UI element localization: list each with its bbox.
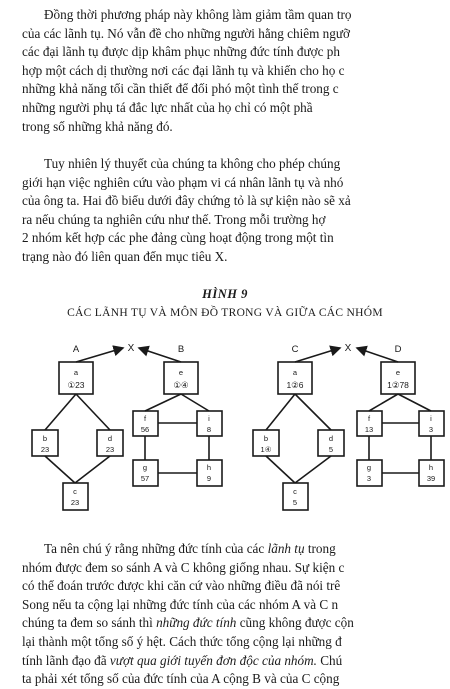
- italic-text: những đức tính: [156, 615, 237, 631]
- text-line: [22, 559, 442, 578]
- text-line: [22, 614, 442, 633]
- text-run: ta phải xét tổng số của đức tính của A cộng B và của C cộng: [22, 671, 340, 687]
- node-name: h: [428, 463, 434, 472]
- text-line: của ông ta. Hai đồ biểu dưới đây chứng tỏ là sự kiện nào sẽ xả: [22, 193, 351, 209]
- text-run: Chú: [316, 652, 343, 668]
- node-name: e: [395, 368, 401, 377]
- text-line: [22, 652, 442, 671]
- node-value: ①④: [173, 380, 189, 390]
- node-value: ①23: [67, 380, 85, 390]
- text-line: [22, 670, 442, 689]
- text-line: Đồng thời phương pháp này không làm giảm tầm quan trọ: [44, 7, 352, 22]
- text-line: [22, 577, 442, 596]
- node-value: 39: [426, 474, 436, 483]
- text-run: chúng ta đem so sánh thì: [22, 615, 157, 631]
- group-label: A: [72, 344, 80, 355]
- node-name: e: [178, 368, 184, 377]
- text-line: hợp một cách dị thường nơi các đại lãnh tụ và khiến cho họ c: [22, 62, 345, 78]
- text-line: trong số những khả năng đó.: [22, 118, 173, 134]
- node-name: g: [366, 463, 372, 472]
- node-value: 23: [105, 445, 115, 454]
- node-name: b: [263, 434, 269, 443]
- text-line: [22, 596, 442, 615]
- group-label: D: [394, 344, 402, 355]
- paragraph-2: [22, 155, 442, 267]
- text-run: lại thành một tổng số ý hệt. Cách thức tổng cộng lại những đ: [22, 633, 342, 649]
- node-name: d: [107, 434, 113, 443]
- node-value: 1②6: [286, 380, 304, 390]
- text-run: có thể đoán trước được khi căn cứ vào những điều đã nói trê: [22, 578, 341, 594]
- node-value: 1④: [260, 445, 272, 454]
- node-name: i: [208, 414, 210, 423]
- figure-title: CÁC LÃNH TỤ VÀ MÔN ĐỒ TRONG VÀ GIỮA CÁC NHÓM: [67, 307, 383, 319]
- target-x-label: X: [127, 343, 135, 354]
- node-name: f: [367, 414, 371, 423]
- node-name: h: [206, 463, 212, 472]
- node-value: 23: [40, 445, 50, 454]
- text-run: Song nếu ta cộng lại những đức tính của các nhóm A và C n: [22, 596, 339, 612]
- text-line: ra nếu chúng ta nghiên cứu như thế. Trong mỗi trường hợ: [22, 211, 326, 227]
- node-value: 5: [292, 498, 298, 507]
- text-line: trạng nào đó liên quan đến mục tiêu X.: [22, 248, 228, 264]
- node-value: 3: [366, 474, 372, 483]
- text-line: [22, 540, 442, 559]
- text-line: những khả năng tối cần thiết để đối phó một tình thế trong c: [22, 81, 339, 97]
- node-value: 1②78: [387, 380, 409, 390]
- node-name: c: [293, 487, 297, 496]
- group-diagram: [0, 330, 450, 530]
- node-name: a: [73, 368, 79, 377]
- node-value: 9: [206, 474, 212, 483]
- text-line: những người phụ tá đắc lực nhất của họ chỉ có một phầ: [22, 99, 313, 115]
- text-run: nhóm được đem so sánh A và C không giống nhau. Sự kiện c: [22, 559, 345, 575]
- text-run: trong: [304, 541, 336, 556]
- italic-text: vượt qua giới tuyến đơn độc của nhóm.: [109, 652, 317, 668]
- target-x-label: X: [344, 343, 352, 354]
- text-line: của các lãnh tụ. Nó vẫn đề cho những người hằng chiêm ngưỡ: [22, 25, 350, 41]
- paragraph-1: [22, 6, 442, 136]
- group-label: B: [177, 344, 185, 355]
- node-value: 3: [428, 425, 434, 434]
- text-line: giới hạn việc nghiên cứu vào phạm vi cá nhân lãnh tụ và nhó: [22, 174, 344, 190]
- group-label: C: [291, 344, 299, 355]
- node-value: 57: [140, 474, 150, 483]
- paragraph-3: [22, 540, 442, 689]
- node-name: d: [328, 434, 334, 443]
- text-line: các đại lãnh tụ được dịp khâm phục những đức tính được ph: [22, 44, 340, 60]
- text-run: cũng không được cộn: [236, 615, 354, 631]
- node-value: 23: [70, 498, 80, 507]
- text-line: [22, 633, 442, 652]
- text-line: 2 nhóm kết hợp các phe đảng cùng hoạt động trong một tìn: [22, 230, 334, 246]
- text-run: tính lãnh đạo đã: [22, 652, 110, 668]
- node-value: 5: [328, 445, 334, 454]
- node-name: g: [142, 463, 148, 472]
- figure-number: HÌNH 9: [202, 287, 248, 301]
- node-name: c: [73, 487, 77, 496]
- italic-text: lãnh tụ: [267, 541, 305, 556]
- node-name: f: [143, 414, 147, 423]
- node-value: 13: [364, 425, 374, 434]
- node-name: i: [430, 414, 432, 423]
- node-value: 8: [206, 425, 212, 434]
- node-name: b: [42, 434, 48, 443]
- node-value: 56: [140, 425, 150, 434]
- text-line: Tuy nhiên lý thuyết của chúng ta không cho phép chúng: [44, 156, 341, 171]
- node-name: a: [292, 368, 298, 377]
- text-run: Ta nên chú ý rằng những đức tính của các: [44, 541, 268, 556]
